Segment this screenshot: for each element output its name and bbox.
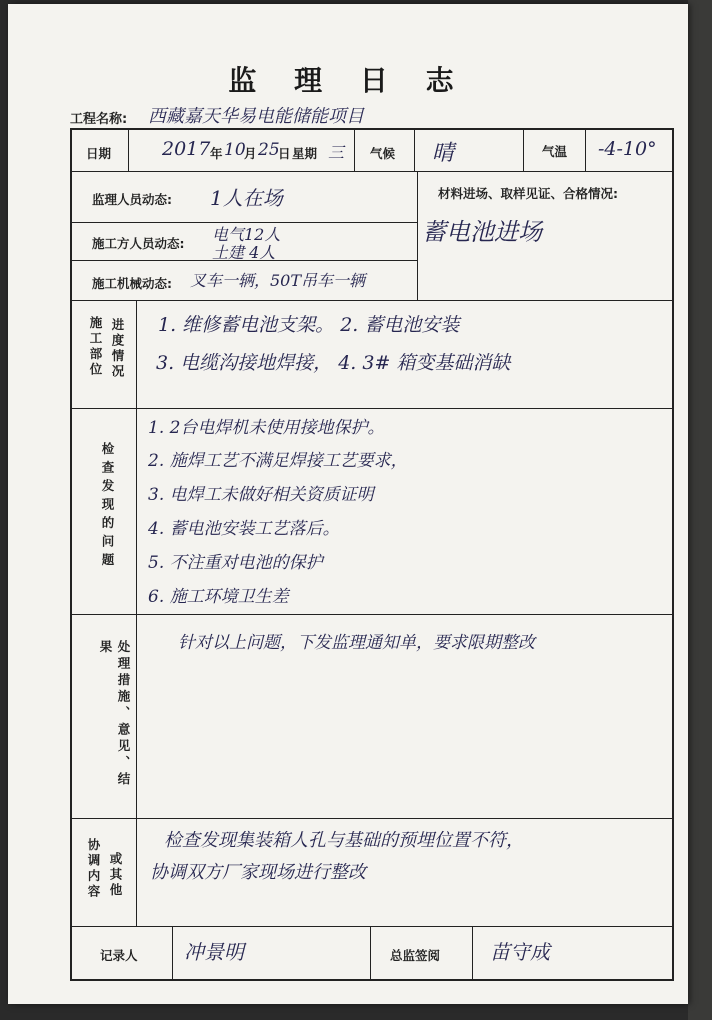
row-divider [72,614,672,615]
col-divider [370,926,371,981]
measures-value: 针对以上问题，下发监理通知单，要求限期整改 [178,633,535,653]
machinery-label: 施工机械动态: [92,276,172,291]
issue-item: 5. 不注重对电池的保护 [148,553,323,573]
date-year: 2017 [162,138,211,160]
col-divider [472,926,473,981]
col-divider [414,130,415,171]
progress-line-1: 1. 维修蓄电池支架。 2. 蓄电池安装 [158,314,460,336]
issue-item: 1. 2台电焊机未使用接地保护。 [148,418,385,438]
weather-value: 晴 [432,141,455,166]
col-divider [417,171,418,300]
chief-label: 总监签阅 [390,948,441,963]
page-title: 监 理 日 志 [228,64,468,97]
issue-item: 3. 电焊工未做好相关资质证明 [148,485,374,505]
recorder-label: 记录人 [100,948,138,963]
chief-signature: 苗守成 [490,940,550,964]
date-label: 日期 [86,146,112,161]
materials-value: 蓄电池进场 [422,218,542,246]
temp-label: 气温 [542,144,568,159]
month-char: 月 [244,146,257,161]
recorder-signature: 冲景明 [184,940,244,964]
row-divider [72,300,672,301]
progress-label-left: 施工部位 [88,316,103,378]
col-divider [523,130,524,171]
date-day: 25 [258,140,280,160]
coordination-line-2: 协调双方厂家现场进行整改 [150,862,366,883]
coordination-label-right: 或其他 [108,852,123,899]
weekday-label: 星期 [292,146,318,161]
col-divider [354,130,355,171]
log-table [70,128,674,981]
issue-item: 4. 蓄电池安装工艺落后。 [148,519,340,539]
progress-label-right: 进度情况 [110,318,125,380]
coordination-label-left: 协调内容 [86,838,101,900]
supervisor-value: 1人在场 [210,186,283,210]
col-divider [128,130,129,171]
progress-line-2: 3. 电缆沟接地焊接， 4. 3# 箱变基础消缺 [156,352,511,374]
issue-item: 2. 施焊工艺不满足焊接工艺要求， [148,451,408,471]
col-divider [136,300,137,926]
supervisor-label: 监理人员动态: [92,192,172,207]
page-edge [688,0,712,1020]
coordination-line-1: 检查发现集装箱人孔与基础的预埋位置不符， [164,830,524,851]
col-divider [172,926,173,981]
issues-label: 检查发现的问题 [100,442,115,572]
measures-label: 处理措施、意见、结果 [98,640,131,789]
construction-staff-value-1: 电气12人 [212,225,281,244]
row-divider [72,818,672,819]
weekday-value: 三 [328,143,345,162]
weather-label: 气候 [370,146,396,161]
issue-item: 6. 施工环境卫生差 [148,587,289,607]
temp-value: -4-10° [598,138,657,160]
col-divider [585,130,586,171]
year-char: 年 [210,146,223,161]
construction-staff-label: 施工方人员动态: [92,236,185,251]
log-page [8,4,688,1004]
construction-staff-value-2: 土建 4人 [212,243,276,262]
row-divider [72,171,672,172]
date-month: 10 [224,140,246,160]
row-divider [72,926,672,927]
row-divider [72,408,672,409]
project-label: 工程名称: [70,112,128,127]
day-char: 日 [278,146,291,161]
project-value: 西藏嘉天华易电能储能项目 [148,106,364,127]
materials-label: 材料进场、取样见证、合格情况: [438,186,618,201]
machinery-value: 叉车一辆，50T吊车一辆 [190,271,366,290]
